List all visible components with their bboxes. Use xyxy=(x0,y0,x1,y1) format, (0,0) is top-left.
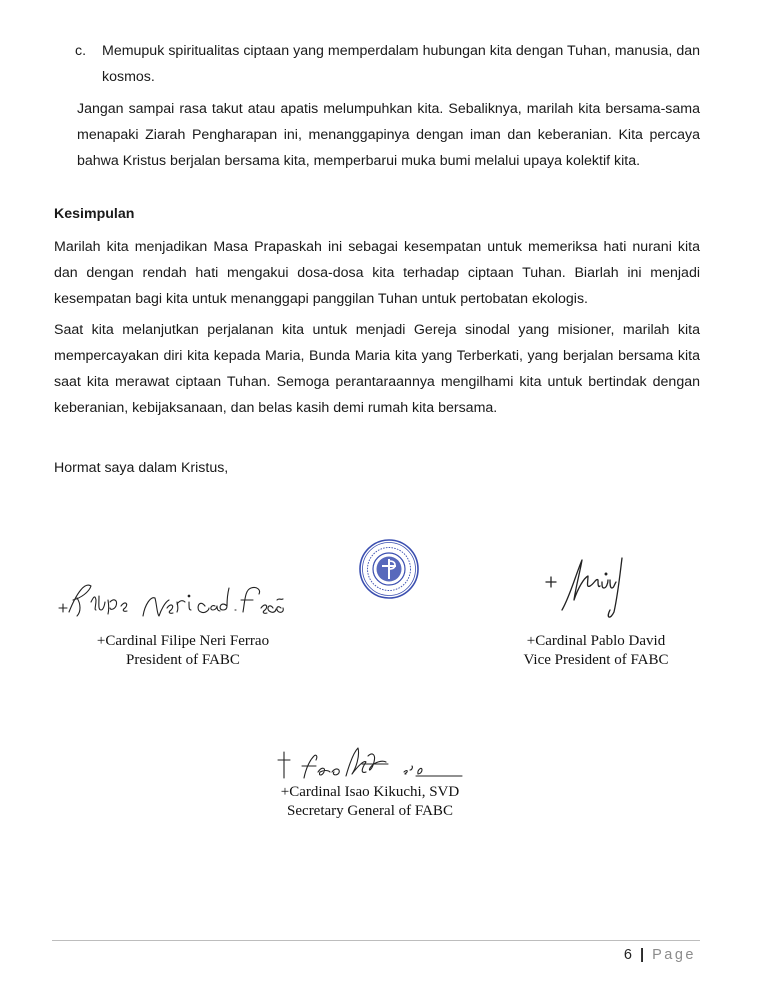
paragraph-synodal-church: Saat kita melanjutkan perjalanan kita untuk menjadi Gereja sinodal yang misioner, marilah kita mempercayakan diri kita kepada Maria, Bunda Maria kita yang Terberkati, yang berjalan bersama kita saat kita merawat ciptaan Tuhan. Semoga perantaraannya mengilhami kita untuk bertindak dengan keberanian, kebijaksanaan, dan belas kasih demi rumah kita bersama. xyxy=(54,322,700,416)
signatory-title: Vice President of FABC xyxy=(523,652,669,668)
signatory-title: President of FABC xyxy=(126,652,240,668)
paragraph-lent-conversion: Marilah kita menjadikan Masa Prapaskah ini sebagai kesempatan untuk memeriksa hati nurani kita dan dengan rendah hati mengakui dosa-dosa kita terhadap ciptaan Tuhan. Biarlah ini menjadi kesempatan bagi kita untuk menanggapi panggilan Tuhan untuk pertobatan ekologis. xyxy=(54,239,700,307)
signature-ferrao-image xyxy=(55,572,290,624)
signatory-title: Secretary General of FABC xyxy=(287,803,453,819)
list-item-text: Memupuk spiritualitas ciptaan yang memperdalam hubungan kita dengan Tuhan, manusia, dan kosmos. xyxy=(102,43,700,85)
signatory-name: +Cardinal Isao Kikuchi, SVD xyxy=(280,784,460,800)
signatory-name: +Cardinal Filipe Neri Ferrao xyxy=(96,633,270,649)
signatory-ferrao xyxy=(66,632,300,670)
signatory-name: +Cardinal Pablo David xyxy=(526,633,666,649)
list-item-c xyxy=(75,38,700,90)
page-number: 6 xyxy=(623,947,632,963)
paragraph-hope-pilgrimage: Jangan sampai rasa takut atau apatis melumpuhkan kita. Sebaliknya, marilah kita bersama-sama menapaki Ziarah Pengharapan ini, menanggapinya dengan iman dan keberanian. Kita percaya bahwa Kristus berjalan bersama kita, memperbarui muka bumi melalui upaya kolektif kita. xyxy=(77,101,700,169)
signatory-david xyxy=(493,632,699,670)
footer-separator: | xyxy=(640,947,645,963)
signature-kikuchi-image xyxy=(270,742,470,784)
signatory-kikuchi xyxy=(255,783,485,821)
list-marker: c. xyxy=(75,43,87,59)
signature-david-image xyxy=(540,552,645,624)
page-footer xyxy=(624,945,696,965)
closing-salutation: Hormat saya dalam Kristus, xyxy=(54,460,229,476)
footer-divider xyxy=(52,940,700,941)
page-label: Page xyxy=(652,947,696,963)
fabc-seal-image xyxy=(358,538,420,605)
section-heading: Kesimpulan xyxy=(54,206,135,222)
